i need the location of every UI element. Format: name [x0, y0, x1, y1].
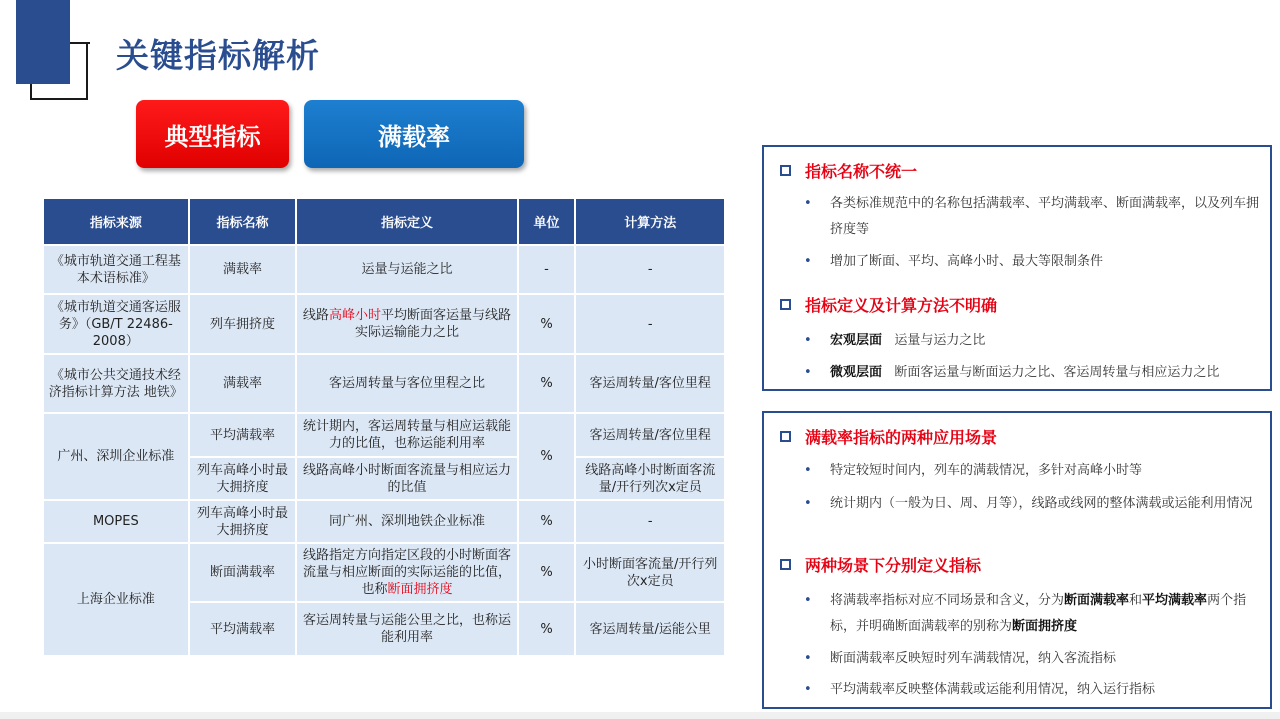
item-text: 断面满载率反映短时列车满载情况，纳入客流指标	[830, 651, 1117, 666]
panel-heading	[780, 553, 981, 576]
item-text: 统计期内（一般为日、周、月等），线路或线网的整体满载或运能利用情况	[830, 496, 1253, 511]
list-item	[804, 458, 1264, 484]
heading-text: 两种场景下分别定义指标	[805, 556, 982, 575]
item-text: 和	[1129, 593, 1143, 608]
bullet-dot-icon: •	[804, 333, 812, 348]
cell-definition	[296, 294, 517, 354]
bullet-dot-icon: •	[804, 365, 812, 380]
list-item	[804, 646, 1264, 672]
cell-source: 《城市轨道交通工程基本术语标准》	[43, 245, 189, 294]
application-scenarios-panel	[762, 411, 1272, 709]
bullet-dot-icon: •	[804, 682, 812, 697]
typical-indicator-tag: 典型指标	[136, 100, 289, 168]
heading-text: 指标名称不统一	[805, 162, 918, 181]
table-row	[43, 543, 725, 602]
cell-definition: 运量与运能之比	[296, 245, 517, 294]
item-text: 特定较短时间内，列车的满载情况，多针对高峰小时等	[830, 463, 1143, 478]
cell-method: 客运周转量/客位里程	[575, 354, 725, 413]
page-title: 关键指标解析	[116, 36, 320, 75]
cell-source: 《城市公共交通技术经济指标计算方法 地铁》	[43, 354, 189, 413]
square-bullet-icon	[780, 559, 791, 570]
load-factor-tag: 满载率	[304, 100, 524, 168]
column-header: 指标定义	[296, 198, 517, 245]
def-text: 线路	[302, 308, 329, 323]
cell-unit: %	[518, 294, 576, 354]
bullet-dot-icon: •	[804, 651, 812, 666]
item-bold: 平均满载率	[1142, 593, 1208, 608]
table-row	[43, 354, 725, 413]
cell-source: 广州、深圳企业标准	[43, 413, 189, 500]
square-bullet-icon	[780, 299, 791, 310]
metrics-table	[42, 197, 726, 657]
cell-unit: %	[518, 500, 576, 543]
list-item	[804, 249, 1264, 275]
item-bold: 宏观层面	[830, 333, 883, 348]
footer-strip	[0, 712, 1280, 719]
cell-name: 列车高峰小时最大拥挤度	[189, 457, 297, 500]
list-item	[804, 191, 1264, 243]
bullet-dot-icon: •	[804, 254, 812, 269]
table-row	[43, 413, 725, 457]
bullet-dot-icon: •	[804, 196, 812, 211]
column-header: 计算方法	[575, 198, 725, 245]
naming-issues-panel	[762, 145, 1272, 391]
cell-name: 满载率	[189, 245, 297, 294]
item-text: 各类标准规范中的名称包括满载率、平均满载率、断面满载率，以及列车拥挤度等	[830, 196, 1260, 237]
item-bold: 微观层面	[830, 365, 883, 380]
item-text: 将满载率指标对应不同场景和含义，分为	[830, 593, 1065, 608]
cell-name: 断面满载率	[189, 543, 297, 602]
bullet-dot-icon: •	[804, 463, 812, 478]
def-highlight: 高峰小时	[328, 308, 381, 323]
item-text: 运量与运力之比	[894, 333, 986, 348]
cell-source: MOPES	[43, 500, 189, 543]
cell-unit: -	[518, 245, 576, 294]
cell-definition: 客运周转量与客位里程之比	[296, 354, 517, 413]
table-row	[43, 294, 725, 354]
def-text: 平均断面客运量与线路实际运输能力之比	[354, 308, 511, 340]
bullet-dot-icon: •	[804, 593, 812, 608]
item-text: 增加了断面、平均、高峰小时、最大等限制条件	[830, 254, 1104, 269]
column-header: 单位	[518, 198, 576, 245]
cell-method: -	[575, 500, 725, 543]
cell-method: -	[575, 294, 725, 354]
cell-source: 《城市轨道交通客运服务》（GB/T 22486-2008）	[43, 294, 189, 354]
cell-method: 客运周转量/运能公里	[575, 602, 725, 656]
cell-definition	[296, 543, 517, 602]
cell-definition: 统计期内，客运周转量与相应运载能力的比值，也称运能利用率	[296, 413, 517, 457]
cell-name: 平均满载率	[189, 413, 297, 457]
cell-definition: 同广州、深圳地铁企业标准	[296, 500, 517, 543]
table-header-row	[43, 198, 725, 245]
cell-method: 线路高峰小时断面客流量/开行列次x定员	[575, 457, 725, 500]
def-highlight: 断面拥挤度	[387, 582, 453, 597]
panel-heading	[780, 425, 997, 448]
cell-source: 上海企业标准	[43, 543, 189, 656]
cell-name: 列车高峰小时最大拥挤度	[189, 500, 297, 543]
cell-method: -	[575, 245, 725, 294]
cell-unit: %	[518, 354, 576, 413]
cell-unit: %	[518, 602, 576, 656]
column-header: 指标来源	[43, 198, 189, 245]
item-text: 平均满载率反映整体满载或运能利用情况，纳入运行指标	[830, 682, 1156, 697]
list-item	[804, 588, 1264, 640]
column-header: 指标名称	[189, 198, 297, 245]
cell-name: 平均满载率	[189, 602, 297, 656]
cell-method: 小时断面客流量/开行列次x定员	[575, 543, 725, 602]
item-text: 两个指标，并明确断面满载率的别称为	[830, 593, 1247, 634]
list-item	[804, 360, 1264, 386]
cell-definition: 客运周转量与运能公里之比，也称运能利用率	[296, 602, 517, 656]
cell-name: 满载率	[189, 354, 297, 413]
item-bold: 断面满载率	[1064, 593, 1130, 608]
item-text: 断面客运量与断面运力之比、客运周转量与相应运力之比	[894, 365, 1220, 380]
heading-text: 满载率指标的两种应用场景	[805, 428, 998, 447]
list-item	[804, 677, 1264, 703]
cell-unit: %	[518, 413, 576, 500]
list-item	[804, 491, 1264, 517]
list-item	[804, 328, 1264, 354]
square-bullet-icon	[780, 165, 791, 176]
table-row	[43, 500, 725, 543]
panel-heading	[780, 159, 917, 182]
panel-heading	[780, 293, 997, 316]
cell-name: 列车拥挤度	[189, 294, 297, 354]
item-bold: 断面拥挤度	[1012, 619, 1078, 634]
def-text: 线路指定方向指定区段的小时断面客流量与相应断面的实际运能的比值，也称	[302, 548, 511, 597]
square-bullet-icon	[780, 431, 791, 442]
bullet-dot-icon: •	[804, 496, 812, 511]
cell-unit: %	[518, 543, 576, 602]
cell-method: 客运周转量/客位里程	[575, 413, 725, 457]
heading-text: 指标定义及计算方法不明确	[805, 296, 998, 315]
table-row	[43, 245, 725, 294]
corner-decoration-fill	[16, 44, 70, 84]
cell-definition: 线路高峰小时断面客流量与相应运力的比值	[296, 457, 517, 500]
